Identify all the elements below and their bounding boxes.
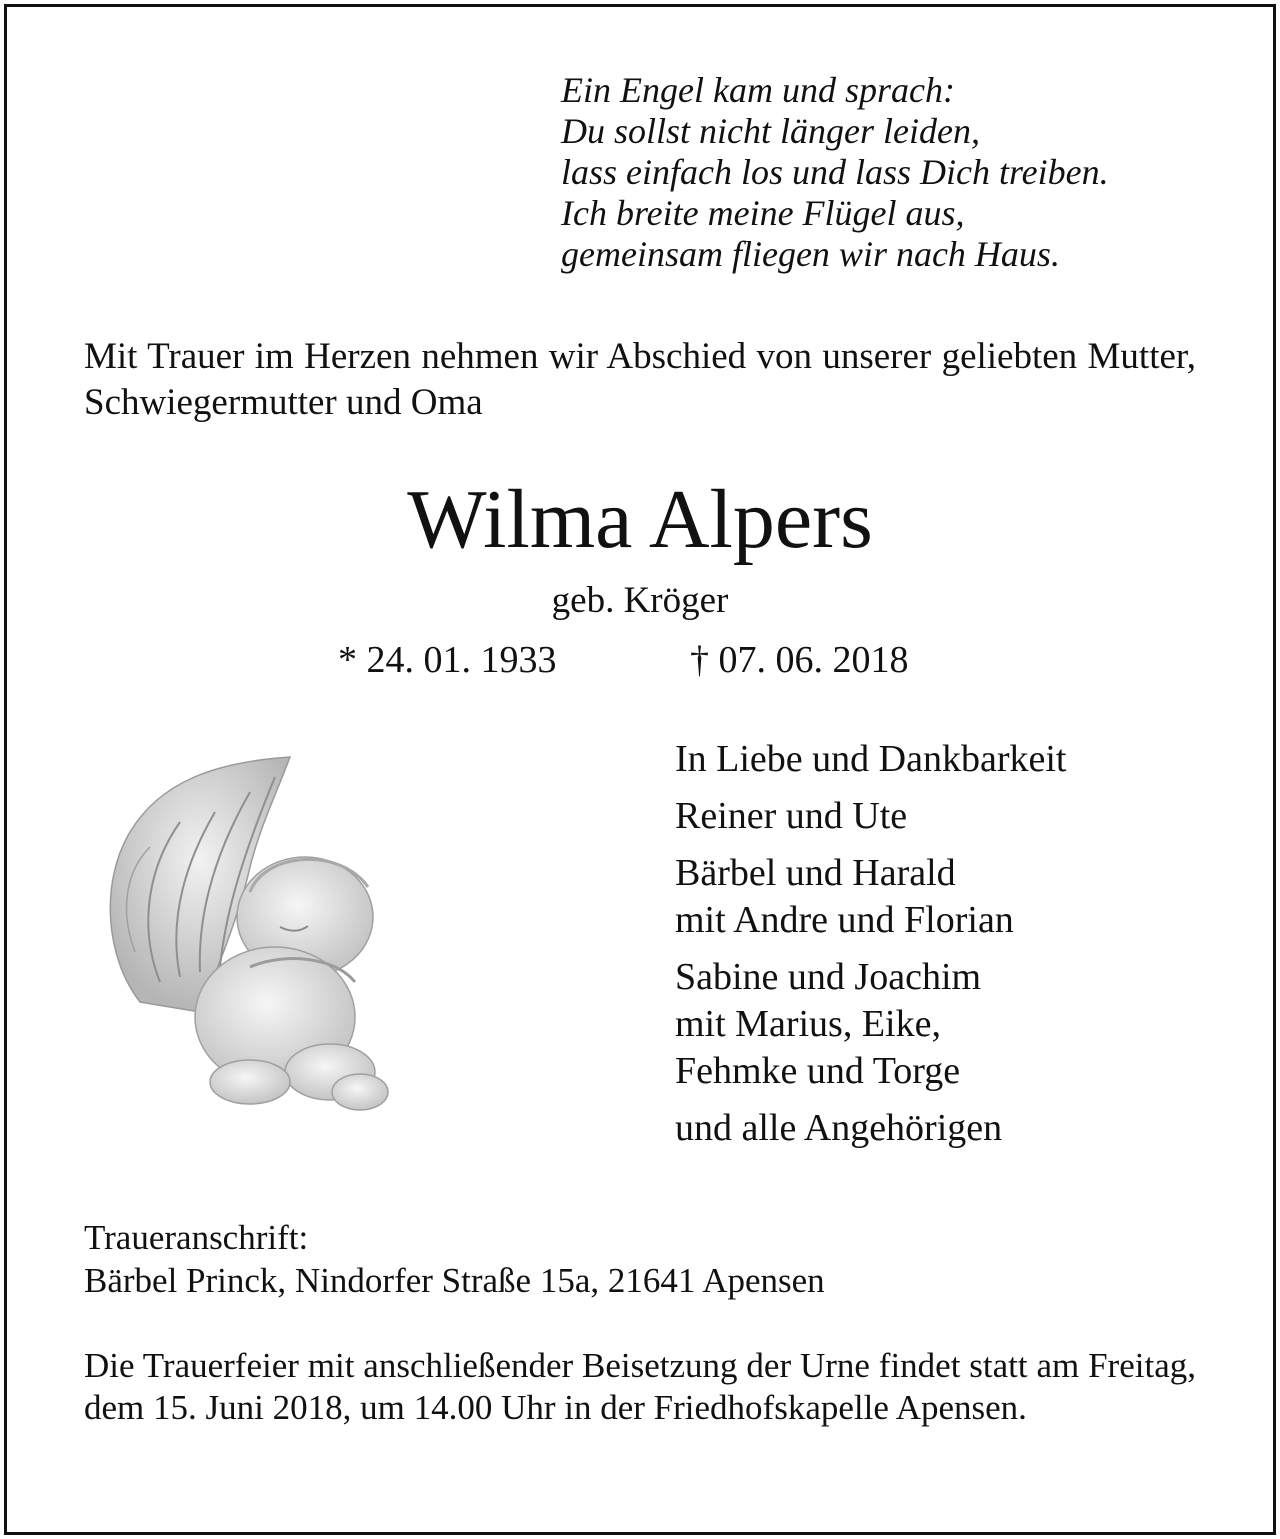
birth-date: * 24. 01. 1933 [338,639,557,681]
address-label: Traueranschrift: [84,1218,309,1257]
mourning-address [84,1216,825,1302]
poem [561,70,1109,275]
family-group [675,1105,1066,1152]
family-line: Fehmke und Torge [675,1050,961,1092]
intro-text: Mit Trauer im Herzen nehmen wir Abschied von unserer geliebten Mutter, Schwiegermutter und Oma [84,336,1196,423]
family-line: und alle Angehörigen [675,1107,1003,1149]
family-group [675,736,1066,783]
family-line: mit Marius, Eike, [675,1003,941,1045]
death-date: † 07. 06. 2018 [690,639,909,681]
angel-icon [100,752,400,1122]
maiden-name: geb. Kröger [551,580,729,621]
poem-line: lass einfach los und lass Dich treiben. [561,152,1109,192]
family-group [675,954,1066,1095]
family-line: Reiner und Ute [675,795,908,837]
family-group [675,793,1066,840]
poem-line: Du sollst nicht länger leiden, [561,111,980,151]
poem-line: Ich breite meine Flügel aus, [561,193,965,233]
service-info: Die Trauerfeier mit anschließender Beisetzung der Urne findet statt am Freitag, dem 15. Juni 2018, um 14.00 Uhr in der Friedhofskapelle Apensen. [84,1346,1196,1427]
poem-line: Ein Engel kam und sprach: [561,70,955,110]
poem-line: gemeinsam fliegen wir nach Haus. [561,234,1060,274]
family-line: mit Andre und Florian [675,899,1014,941]
family-line: Sabine und Joachim [675,956,982,998]
family-group [675,850,1066,944]
family-line: Bärbel und Harald [675,852,956,894]
deceased-name: Wilma Alpers [407,473,873,566]
address-value: Bärbel Princk, Nindorfer Straße 15a, 21641 Apensen [84,1261,825,1300]
family-list [675,736,1066,1162]
family-line: In Liebe und Dankbarkeit [675,738,1067,780]
